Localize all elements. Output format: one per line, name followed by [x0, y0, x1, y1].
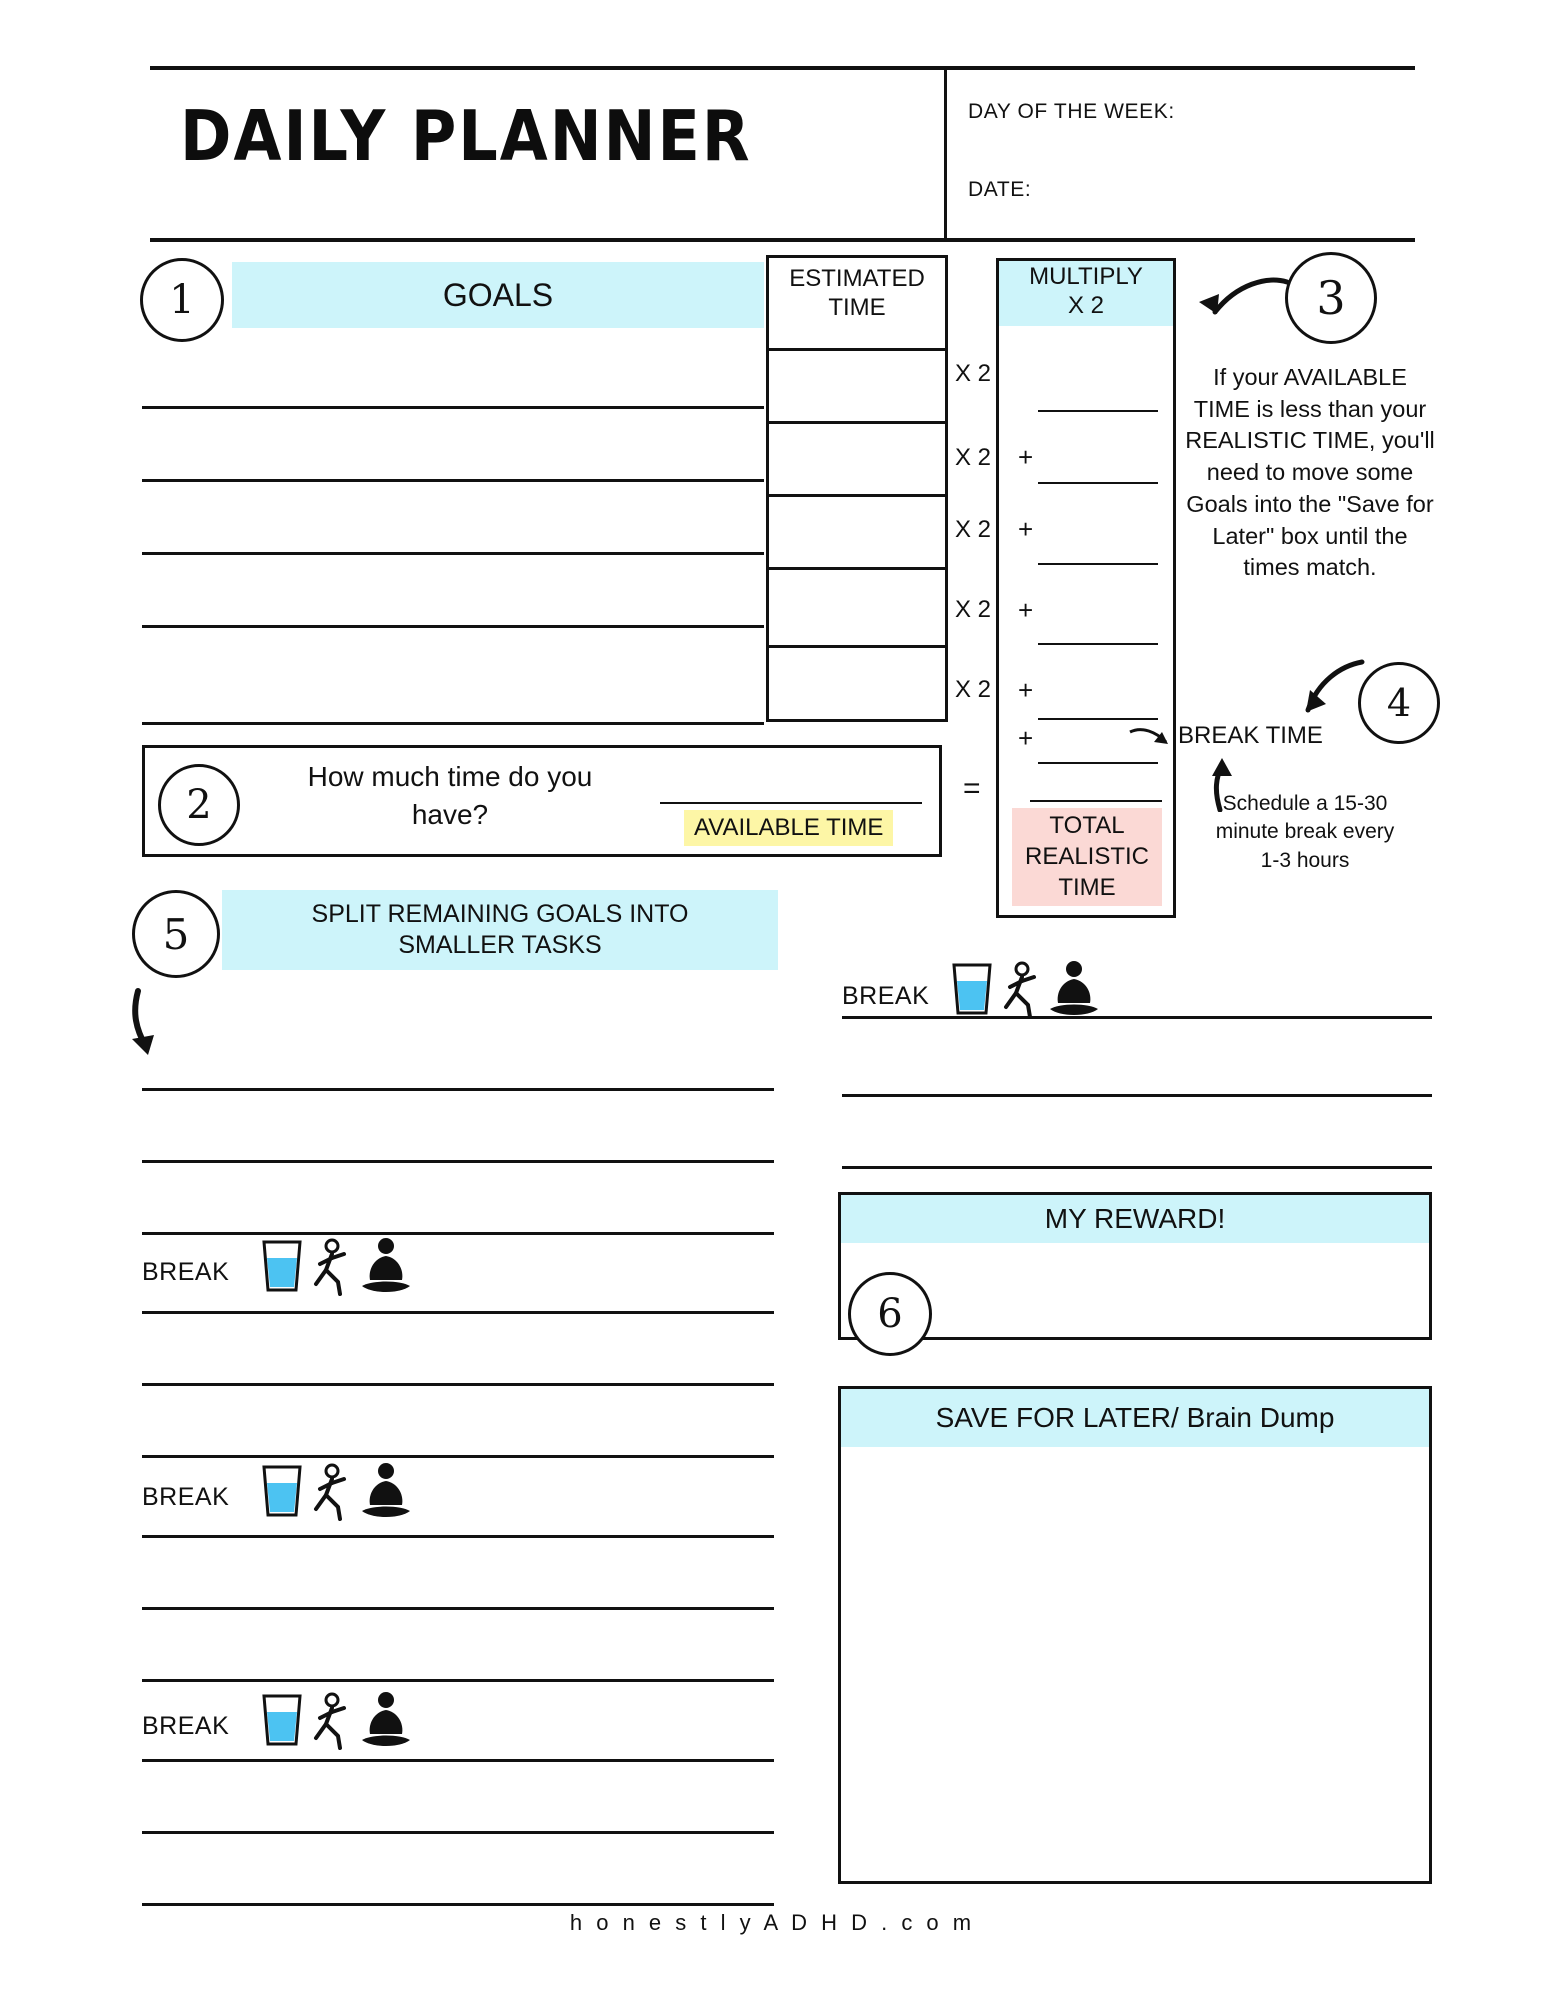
multiply-line-3[interactable]	[1038, 563, 1158, 565]
split-tasks-banner-line2: SMALLER TASKS	[398, 931, 602, 959]
goal-line-5[interactable]	[142, 722, 764, 725]
step-4-number: 4	[1358, 662, 1440, 744]
total-label-line1: TOTAL	[1049, 812, 1125, 839]
curved-arrow-icon-step3	[1175, 268, 1295, 338]
multiplier-label-1: X 2	[955, 360, 992, 387]
multiplier-label-2: X 2	[955, 444, 992, 471]
goals-banner-label: GOALS	[442, 276, 554, 313]
step-1-number: 1	[140, 258, 224, 342]
step-3-note: If your AVAILABLE TIME is less than your REALISTIC TIME, you'll need to move some Goals into the "Save for Later" box until the times match.	[1185, 364, 1435, 581]
plus-sign-1: +	[1018, 442, 1034, 472]
walking-person-icon	[1006, 963, 1034, 1017]
task-line-3[interactable]	[142, 1232, 774, 1235]
header-divider	[944, 66, 947, 238]
walking-person-icon	[316, 1240, 344, 1294]
break-label-right: BREAK	[842, 982, 930, 1010]
step-4-note	[1185, 790, 1425, 875]
water-glass-icon	[264, 1467, 300, 1515]
estimated-time-divider-1	[766, 421, 948, 424]
arrow-down-icon-step5	[120, 985, 170, 1065]
save-for-later-header	[841, 1389, 1429, 1447]
step-2-question	[250, 758, 650, 834]
plus-sign-3: +	[1018, 595, 1034, 625]
goal-line-4[interactable]	[142, 625, 764, 628]
estimated-time-divider-0	[766, 348, 948, 351]
water-glass-icon	[264, 1242, 300, 1290]
multiplier-label-5: X 2	[955, 676, 992, 703]
total-label-line2: REALISTIC	[1024, 843, 1150, 871]
plus-sign-2: +	[1018, 514, 1034, 544]
plus-sign-4: +	[1018, 675, 1034, 705]
total-label-line3: TIME	[1058, 874, 1116, 902]
break-time-label: BREAK TIME	[1178, 722, 1323, 749]
goals-banner	[232, 262, 764, 328]
goal-line-3[interactable]	[142, 552, 764, 555]
task-line-2[interactable]	[142, 1160, 774, 1163]
right-line-2[interactable]	[842, 1094, 1432, 1097]
water-glass-icon	[264, 1696, 300, 1744]
estimated-time-header-line1: ESTIMATED	[789, 265, 925, 292]
step-5-number: 5	[132, 890, 220, 978]
goal-line-2[interactable]	[142, 479, 764, 482]
split-tasks-banner-line1: SPLIT REMAINING GOALS INTO	[311, 899, 689, 928]
estimated-time-divider-3	[766, 567, 948, 570]
my-reward-header-label: MY REWARD!	[1044, 1203, 1226, 1234]
multiply-total-rule	[1030, 800, 1162, 802]
multiply-line-1[interactable]	[1038, 410, 1158, 412]
multiply-line-2[interactable]	[1038, 482, 1158, 484]
walking-person-icon	[316, 1694, 344, 1748]
task-line-7[interactable]	[142, 1535, 774, 1538]
step-4-note-line1: Schedule a 15-30	[1222, 792, 1388, 815]
break-icons-left-2	[258, 1457, 418, 1525]
header-top-rule	[150, 66, 1415, 70]
estimated-time-header-line2: TIME	[828, 293, 886, 321]
water-glass-icon	[954, 965, 990, 1013]
step-2-question-line2: have?	[411, 798, 489, 830]
estimated-time-divider-4	[766, 645, 948, 648]
break-icons-right	[948, 955, 1108, 1023]
plus-sign-5: +	[1018, 723, 1034, 753]
page-title: DAILY PLANNER	[180, 95, 752, 177]
multiply-line-4[interactable]	[1038, 643, 1158, 645]
break-label-left-1: BREAK	[142, 1258, 230, 1286]
step-2-question-line1: How much time do you	[307, 761, 593, 792]
available-time-label: AVAILABLE TIME	[684, 810, 893, 846]
right-line-3[interactable]	[842, 1166, 1432, 1169]
estimated-time-divider-2	[766, 494, 948, 497]
split-tasks-banner	[222, 890, 778, 970]
task-line-5[interactable]	[142, 1383, 774, 1386]
multiply-header-line2: X 2	[1067, 292, 1105, 320]
save-for-later-box[interactable]	[838, 1386, 1432, 1884]
date-label: DATE:	[968, 178, 1032, 201]
walking-person-icon	[316, 1465, 344, 1519]
task-line-9[interactable]	[142, 1679, 774, 1682]
task-line-12[interactable]	[142, 1903, 774, 1906]
task-line-8[interactable]	[142, 1607, 774, 1610]
task-line-11[interactable]	[142, 1831, 774, 1834]
right-line-1[interactable]	[842, 1016, 1432, 1019]
meditation-icon	[362, 1692, 410, 1746]
multiply-header	[999, 262, 1173, 321]
multiply-line-5[interactable]	[1038, 718, 1158, 720]
curved-arrow-icon-step4	[1300, 648, 1380, 718]
multiplier-label-4: X 2	[955, 596, 992, 623]
break-label-left-3: BREAK	[142, 1712, 230, 1740]
multiply-line-break[interactable]	[1038, 762, 1158, 764]
estimated-time-header	[766, 265, 948, 323]
multiply-header-line1: MULTIPLY	[1029, 263, 1143, 290]
step-4-note-line2: minute break every	[1215, 820, 1395, 844]
break-time-pointer-icon	[1128, 722, 1174, 752]
step-6-number: 6	[848, 1272, 932, 1356]
total-realistic-time-box	[1012, 808, 1162, 906]
break-label-left-2: BREAK	[142, 1483, 230, 1511]
step-2-number: 2	[158, 764, 240, 846]
estimated-time-column[interactable]	[766, 255, 948, 722]
available-time-input-line[interactable]	[660, 802, 922, 804]
meditation-icon	[362, 1463, 410, 1517]
task-line-4[interactable]	[142, 1311, 774, 1314]
step-3-number: 3	[1285, 252, 1377, 344]
save-for-later-header-label: SAVE FOR LATER/ Brain Dump	[935, 1402, 1335, 1433]
goal-line-1[interactable]	[142, 406, 764, 409]
multiplier-label-3: X 2	[955, 516, 992, 543]
footer-website: h o n e s t l y A D H D . c o m	[569, 1910, 976, 1935]
break-icons-left-3	[258, 1686, 418, 1754]
header-bottom-rule	[150, 238, 1415, 242]
my-reward-header	[841, 1195, 1429, 1243]
step-4-note-line3: 1-3 hours	[1260, 848, 1350, 872]
task-line-1[interactable]	[142, 1088, 774, 1091]
task-line-10[interactable]	[142, 1759, 774, 1762]
break-icons-left-1	[258, 1232, 418, 1300]
task-line-6[interactable]	[142, 1455, 774, 1458]
meditation-icon	[1050, 961, 1098, 1015]
day-of-week-label: DAY OF THE WEEK:	[968, 100, 1175, 123]
equals-sign: =	[963, 772, 981, 805]
meditation-icon	[362, 1238, 410, 1292]
